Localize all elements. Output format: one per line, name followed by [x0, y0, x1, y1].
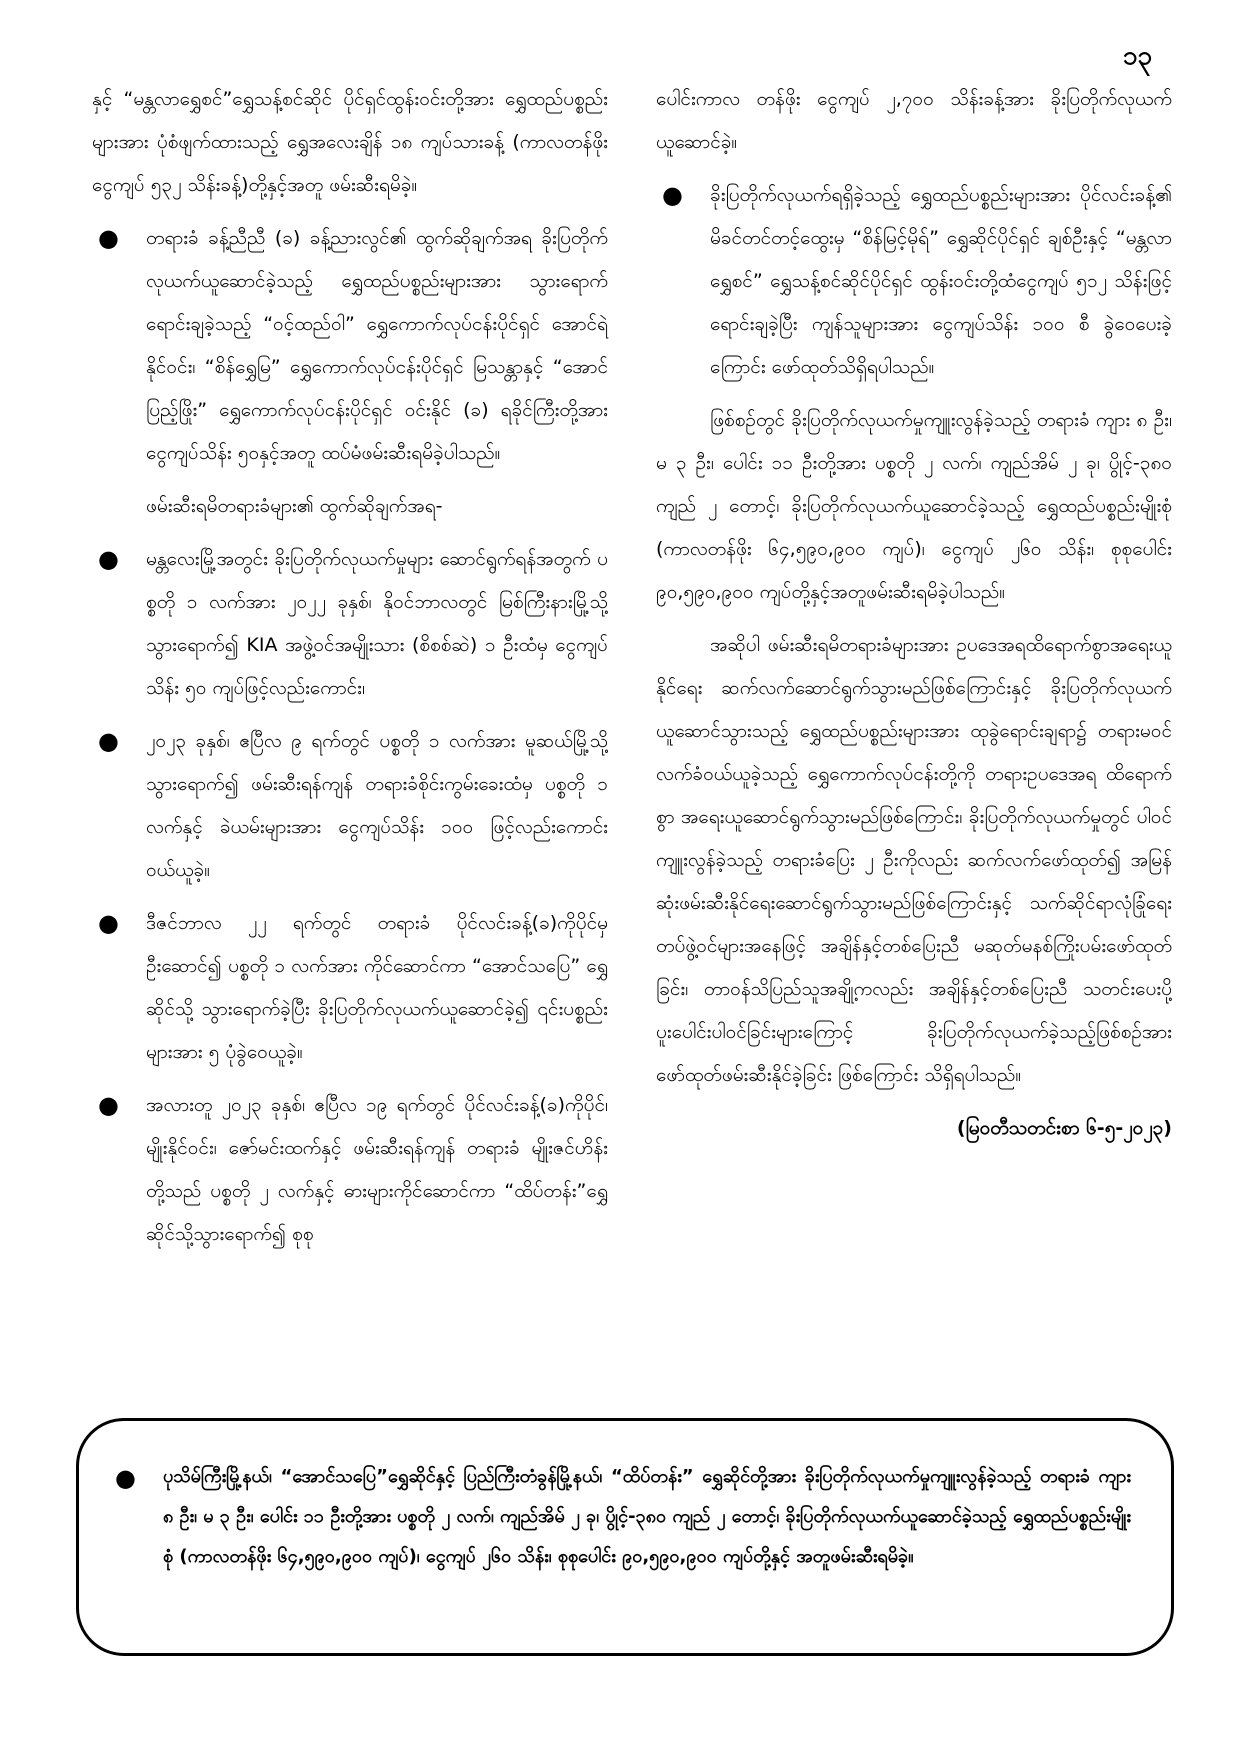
list-item-text: ခိုးပြတိုက်လုယက်ရရှိခဲ့သည့် ရွှေထည်ပစ္စည်းများအား ပိုင်လင်းခန့်၏ မိခင်တင်တင့်ထွေးမှ “စိန်မြင့်မိုရ်” ရွှေဆိုင်ပိုင်ရှင် ချစ်ဦးနှင့် “မန္တလာရွှေစင်” ရွှေသန့်စင်ဆိုင်ပိုင်ရှင် ထွန်းဝင်းတို့ထံငွေကျပ် ၅၁၂ သိန်းဖြင့် ရောင်းချခဲ့ပြီး ကျန်သူများအား ငွေကျပ်သိန်း ၁၀၀ စီ ခွဲဝေပေးခဲ့ကြောင်း ဖော်ထုတ်သိရှိရပါသည်။ [710, 184, 1172, 378]
list-item-text: မန္တလေးမြို့အတွင်း ခိုးပြတိုက်လုယက်မှုများ ဆောင်ရွက်ရန်အတွက် ပစ္စတို ၁ လက်အား ၂၀၂၂ ခုနှစ်၊ နိုဝင်ဘာလတွင် မြစ်ကြီးနားမြို့သို့သွားရောက်၍ KIA အဖွဲ့ဝင်အမျိုးသား (စိစစ်ဆဲ) ၁ ဦးထံမှ ငွေကျပ်သိန်း ၅၀ ကျပ်ဖြင့်လည်းကောင်း၊ [146, 548, 608, 699]
bullet-icon: ● [98, 727, 119, 755]
summary-box [76, 1418, 1174, 1656]
summary-list-item [109, 1457, 1131, 1577]
bullet-icon: ● [98, 909, 119, 937]
bullet-icon: ● [115, 1464, 136, 1492]
bullet-icon: ● [662, 181, 683, 209]
list-item [92, 1084, 608, 1256]
list-item-text: တရားခံ ခန့်ညီညီ (ခ) ခန့်ညားလွင်၏ ထွက်ဆိုချက်အရ ခိုးပြတိုက်လုယက်ယူဆောင်ခဲ့သည့် ရွှေထည်ပစ္စည်းများအား သွားရောက်ရောင်းချခဲ့သည့် “ဝင့်ထည်ဝါ” ရွှေကောက်လုပ်ငန်းပိုင်ရှင် အောင်ရဲနိုင်ဝင်း၊ “စိန်ရွှေမြ” ရွှေကောက်လုပ်ငန်းပိုင်ရှင် မြသန္တာနှင့် “အောင်ပြည့်ဖြိုး” ရွှေကောက်လုပ်ငန်းပိုင်ရှင် ဝင်းနိုင် (ခ) ရခိုင်ကြီးတို့အား ငွေကျပ်သိန်း ၅၀နှင့်အတူ ထပ်မံဖမ်းဆီးရမိခဲ့ပါသည်။ [146, 227, 608, 464]
list-item-text: ဒီဇင်ဘာလ ၂၂ ရက်တွင် တရားခံ ပိုင်လင်းခန့်(ခ)ကိုပိုင်မှ ဦးဆောင်၍ ပစ္စတို ၁ လက်အား ကိုင်ဆောင်ကာ “အောင်သပြေ” ရွှေဆိုင်သို့ သွားရောက်ခဲ့ပြီး ခိုးပြတိုက်လုယက်ယူဆောင်ခဲ့၍ ၎င်းပစ္စည်းများအား ၅ ပုံခွဲဝေယူခဲ့။ [146, 912, 608, 1063]
left-column [92, 78, 608, 1378]
bullet-icon: ● [98, 545, 119, 573]
article-columns [92, 78, 1172, 1378]
left-paragraph-2: ဖမ်းဆီးရမိတရားခံများ၏ ထွက်ဆိုချက်အရ- [146, 495, 443, 517]
list-item [92, 217, 608, 475]
left-paragraph-1: နှင့် “မန္တလာရွှေစင်”ရွှေသန့်စင်ဆိုင် ပိုင်ရှင်ထွန်းဝင်းတို့အား ရွှေထည်ပစ္စည်းများအား ပုံစံဖျက်ထားသည့် ရွှေအလေးချိန် ၁၈ ကျပ်သားခန့် (ကာလတန်ဖိုး ငွေကျပ် ၅၃၂ သိန်းခန့်)တို့နှင့်အတူ ဖမ်းဆီးရမိခဲ့။ [92, 88, 608, 196]
bullet-icon: ● [98, 224, 119, 252]
list-item-text: ၂၀၂၃ ခုနှစ်၊ ဧပြီလ ၉ ရက်တွင် ပစ္စတို ၁ လက်အား မူဆယ်မြို့သို့သွားရောက်၍ ဖမ်းဆီးရန်ကျန် တရားခံစိုင်းကွမ်းခေးထံမှ ပစ္စတို ၁ လက်နှင့် ခဲယမ်းများအား ငွေကျပ်သိန်း ၁၀၀ ဖြင့်လည်းကောင်းဝယ်ယူခဲ့။ [146, 730, 608, 881]
right-column [656, 78, 1172, 1378]
list-item-text: အလားတူ ၂၀၂၃ ခုနှစ်၊ ဧပြီလ ၁၉ ရက်တွင် ပိုင်လင်းခန့်(ခ)ကိုပိုင်၊ မျိုးနိုင်ဝင်း၊ ဇော်မင်းထက်နှင့် ဖမ်းဆီးရန်ကျန် တရားခံ မျိုးဇင်ဟိန်းတို့သည် ပစ္စတို ၂ လက်နှင့် ဓားများကိုင်ဆောင်ကာ “ထိပ်တန်း”ရွှေဆိုင်သို့သွားရောက်၍ စုစု [146, 1094, 608, 1245]
news-source-citation: (မြဝတီသတင်းစာ ၆-၅-၂၀၂၃) [956, 1117, 1172, 1139]
list-item [92, 902, 608, 1074]
list-item [656, 174, 1172, 389]
right-paragraph-3: အဆိုပါ ဖမ်းဆီးရမိတရားခံများအား ဥပဒေအရထိရောက်စွာအရေးယူနိုင်ရေး ဆက်လက်ဆောင်ရွက်သွားမည်ဖြစ်ကြောင်းနှင့် ခိုးပြတိုက်လုယက်ယူဆောင်သွားသည့် ရွှေထည်ပစ္စည်းများအား ထုခွဲရောင်းချရာ၌ တရားမဝင်လက်ခံဝယ်ယူခဲ့သည့် ရွှေကောက်လုပ်ငန်းတို့ကို တရားဥပဒေအရ ထိရောက်စွာ အရေးယူဆောင်ရွက်သွားမည်ဖြစ်ကြောင်း၊ ခိုးပြတိုက်လုယက်မှုတွင် ပါဝင်ကျူးလွန်ခဲ့သည့် တရားခံပြေး ၂ ဦးကိုလည်း ဆက်လက်ဖော်ထုတ်၍ အမြန်ဆုံးဖမ်းဆီးနိုင်ရေးဆောင်ရွက်သွားမည်ဖြစ်ကြောင်းနှင့် သက်ဆိုင်ရာလုံခြုံရေးတပ်ဖွဲ့ဝင်များအနေဖြင့် အချိန်နှင့်တစ်ပြေးညီ မဆုတ်မနစ်ကြိုးပမ်းဖော်ထုတ်ခြင်း၊ တာဝန်သိပြည်သူအချို့ကလည်း အချိန်နှင့်တစ်ပြေးညီ သတင်းပေးပို့ပူးပေါင်းပါဝင်ခြင်းများကြောင့် ခိုးပြတိုက်လုယက်ခဲ့သည့်ဖြစ်စဉ်အား ဖော်ထုတ်ဖမ်းဆီးနိုင်ခဲ့ခြင်း ဖြစ်ကြောင်း သိရှိရပါသည်။ [656, 634, 1172, 1086]
bullet-icon: ● [98, 1091, 119, 1119]
list-item [92, 538, 608, 710]
summary-text: ပုသိမ်ကြီးမြို့နယ်၊ “အောင်သပြေ”ရွှေဆိုင်နှင့် ပြည်ကြီးတံခွန်မြို့နယ်၊ “ထိပ်တန်း” ရွှေဆိုင်တို့အား ခိုးပြတိုက်လုယက်မှုကျူးလွန်ခဲ့သည့် တရားခံ ကျား ၈ ဦး၊ မ ၃ ဦး၊ ပေါင်း ၁၁ ဦးတို့အား ပစ္စတို ၂ လက်၊ ကျည်အိမ် ၂ ခု၊ ပွိုင့်-၃၈၀ ကျည် ၂ တောင့်၊ ခိုးပြတိုက်လုယက်ယူဆောင်ခဲ့သည့် ရွှေထည်ပစ္စည်းမျိုးစုံ (ကာလတန်ဖိုး ၆၄,၅၉၀,၉၀၀ ကျပ်)၊ ငွေကျပ် ၂၆၀ သိန်း၊ စုစုပေါင်း ၉၀,၅၉၀,၉၀၀ ကျပ်တို့နှင့် အတူဖမ်းဆီးရမိခဲ့။ [163, 1466, 1132, 1567]
list-item [92, 720, 608, 892]
page-number: ၁၃ [1122, 41, 1152, 71]
right-paragraph-2: ဖြစ်စဉ်တွင် ခိုးပြတိုက်လုယက်မှုကျူးလွန်ခဲ့သည့် တရားခံ ကျား ၈ ဦး၊ မ ၃ ဦး၊ ပေါင်း ၁၁ ဦးတို့အား ပစ္စတို ၂ လက်၊ ကျည်အိမ် ၂ ခု၊ ပွိုင့်-၃၈၀ ကျည် ၂ တောင့်၊ ခိုးပြတိုက်လုယက်ယူဆောင်ခဲ့သည့် ရွှေထည်ပစ္စည်းမျိုးစုံ (ကာလတန်ဖိုး ၆၄,၅၉၀,၉၀၀ ကျပ်)၊ ငွေကျပ် ၂၆၀ သိန်း၊ စုစုပေါင်း ၉၀,၅၉၀,၉၀၀ ကျပ်တို့နှင့်အတူဖမ်းဆီးရမိခဲ့ပါသည်။ [656, 409, 1172, 603]
right-paragraph-1: ပေါင်းကာလ တန်ဖိုး ငွေကျပ် ၂,၇၀၀ သိန်းခန့်အား ခိုးပြတိုက်လုယက်ယူဆောင်ခဲ့။ [656, 88, 1172, 153]
